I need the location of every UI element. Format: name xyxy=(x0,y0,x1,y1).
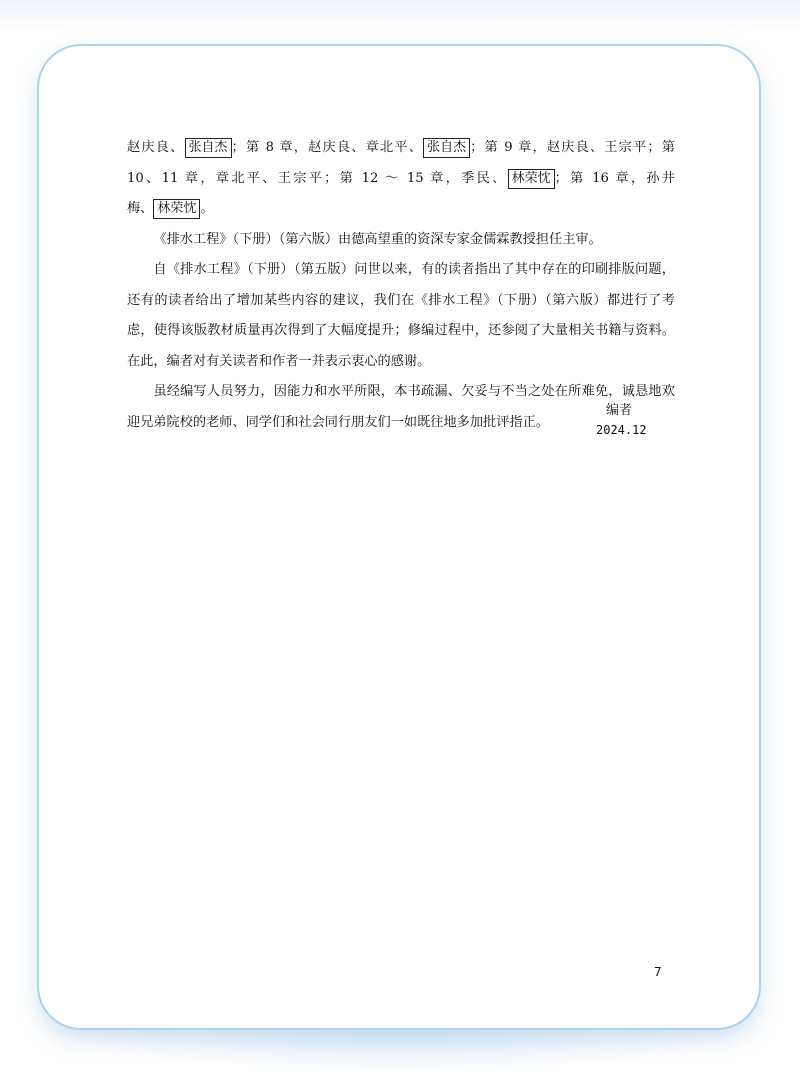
text-segment: ；第 9 章，赵庆良、王宗平；第 xyxy=(470,140,675,155)
boxed-name: 张自杰 xyxy=(423,138,470,158)
boxed-name: 林荣忱 xyxy=(508,169,555,189)
text-segment: ；第 16 章，孙井 xyxy=(554,170,675,186)
boxed-name: 张自杰 xyxy=(185,138,232,158)
authors-line-3 xyxy=(127,194,675,225)
text-segment: 。 xyxy=(200,201,214,216)
authors-line-2 xyxy=(127,164,675,195)
text-segment: 10、11 章，章北平、王宗平；第 12 ～ 15 章，季民、 xyxy=(127,170,508,186)
page-number: 7 xyxy=(654,964,662,979)
text-segment: 赵庆良、 xyxy=(127,140,185,155)
text-segment: 梅、 xyxy=(127,201,154,216)
signature-name: 编者 xyxy=(606,403,633,418)
document-body xyxy=(127,133,675,438)
boxed-name: 林荣忱 xyxy=(153,199,200,219)
authors-paragraph xyxy=(127,133,675,225)
acknowledgement-paragraph: 自《排水工程》（下册）（第五版）问世以来，有的读者指出了其中存在的印刷排版问题，还有的读者给出了增加某些内容的建议，我们在《排水工程》（下册）（第六版）都进行了考虑，使得该版教材质量再次得到了大幅度提升；修编过程中，还参阅了大量相关书籍与资料。在此，编者对有关读者和作者一并表示衷心的感谢。 xyxy=(127,262,675,369)
reviewer-paragraph: 《排水工程》（下册）（第六版）由德高望重的资深专家金儒霖教授担任主审。 xyxy=(153,231,602,247)
text-segment: ；第 8 章，赵庆良、章北平、 xyxy=(231,140,424,155)
signature-date: 2024.12 xyxy=(596,423,647,437)
authors-line-1 xyxy=(127,133,675,164)
closing-paragraph: 虽经编写人员努力，因能力和水平所限，本书疏漏、欠妥与不当之处在所难免，诚恳地欢迎兄弟院校的老师、同学们和社会同行朋友们一如既往地多加批评指正。 xyxy=(127,384,675,430)
top-glow xyxy=(0,0,800,30)
